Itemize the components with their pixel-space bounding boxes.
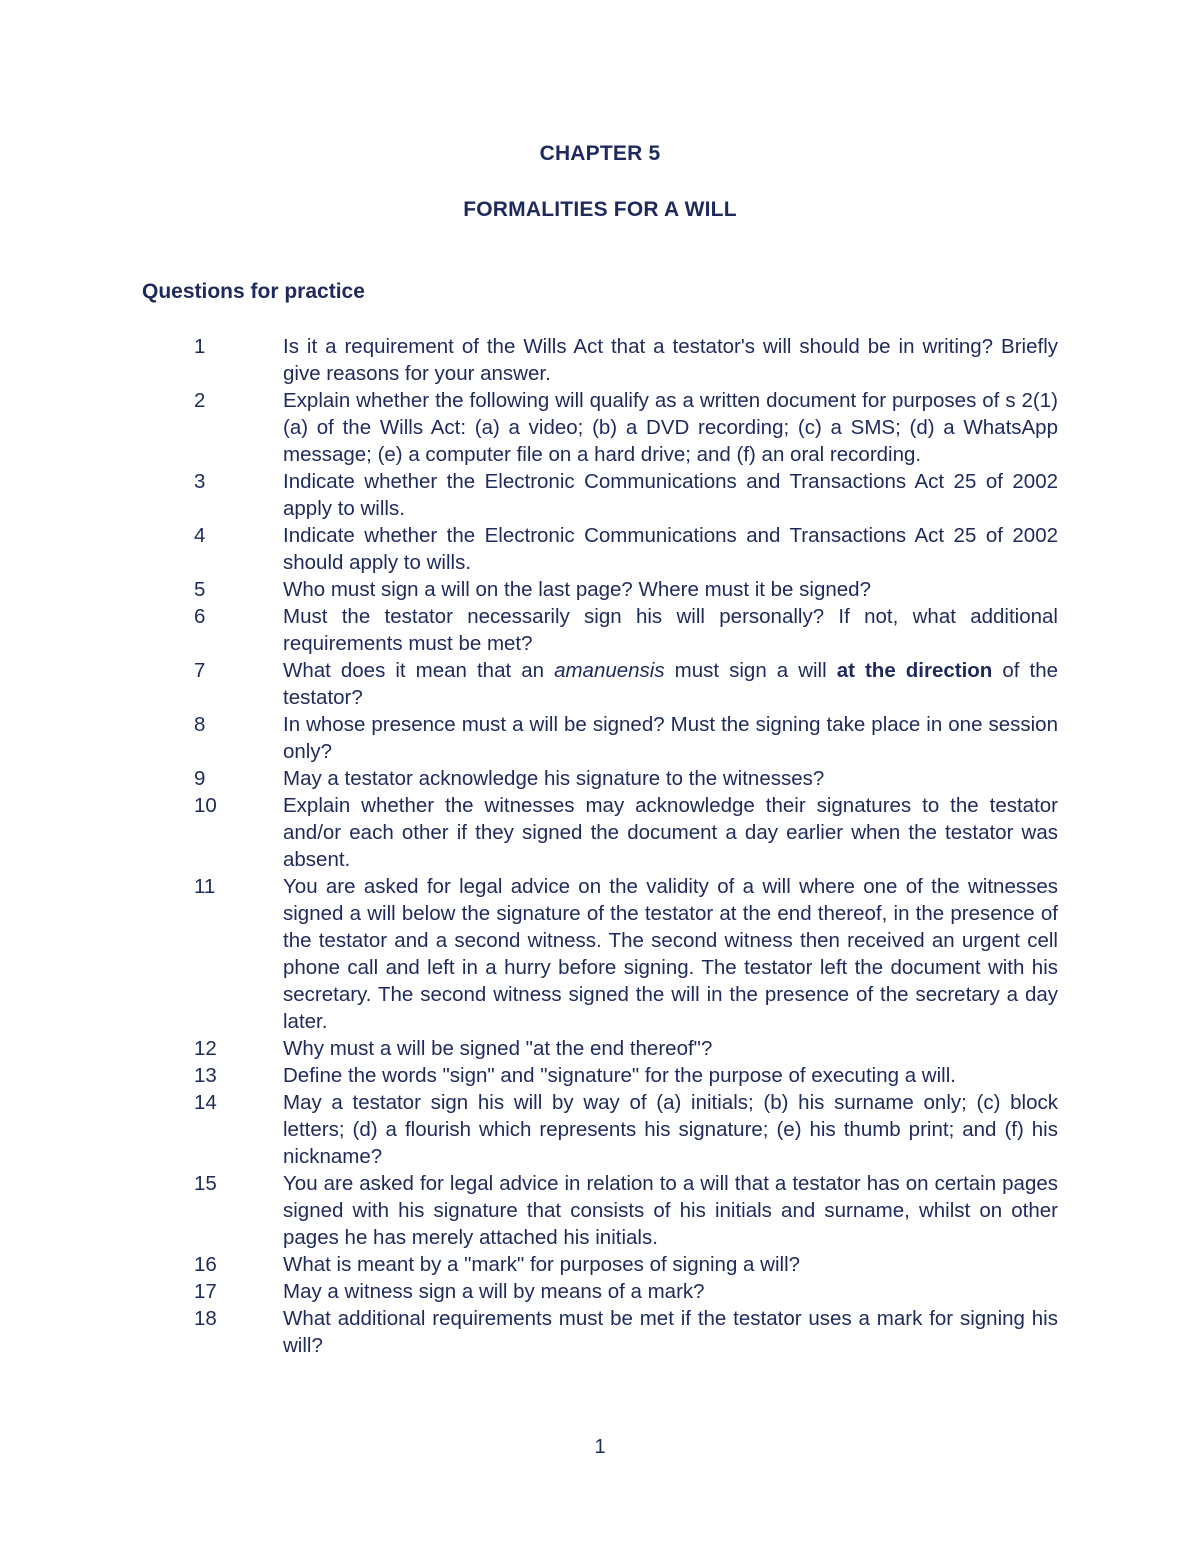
question-item	[142, 1170, 1058, 1251]
question-text-segment: What is meant by a "mark" for purposes of signing a will?	[283, 1253, 801, 1276]
question-text	[283, 1089, 1058, 1170]
question-text	[283, 1251, 1058, 1278]
question-text-segment: Is it a requirement of the Wills Act that a testator's will should be in writing? Briefly give reasons for your answer.	[283, 335, 1058, 385]
question-text	[283, 765, 1058, 792]
question-item	[142, 1278, 1058, 1305]
question-item	[142, 522, 1058, 576]
question-number: 9	[194, 767, 206, 790]
question-text-segment: Define the words "sign" and "signature" for the purpose of executing a will.	[283, 1064, 956, 1087]
question-number: 17	[194, 1280, 217, 1303]
question-text	[283, 711, 1058, 765]
question-number: 11	[194, 875, 216, 898]
question-text	[283, 792, 1058, 873]
questions-list	[142, 333, 1058, 1359]
question-text	[283, 333, 1058, 387]
question-text-segment: Explain whether the following will qualify as a written document for purposes of s 2(1)(a) of the Wills Act: (a) a video; (b) a DVD recording; (c) a SMS; (d) a WhatsApp message; (e) a computer file on a hard drive; and (f) an oral recording.	[283, 389, 1058, 466]
question-text-segment: of the testator?	[283, 659, 1058, 709]
question-text-segment: In whose presence must a will be signed? Must the signing take place in one session only?	[283, 713, 1058, 763]
question-item	[142, 873, 1058, 1035]
question-text	[283, 387, 1058, 468]
question-text-segment: must sign a will	[664, 659, 837, 682]
question-text	[283, 1305, 1058, 1359]
question-number: 2	[194, 389, 206, 412]
question-item	[142, 1305, 1058, 1359]
question-number: 10	[194, 794, 217, 817]
question-item	[142, 657, 1058, 711]
question-text	[283, 657, 1058, 711]
question-text-segment: May a testator acknowledge his signature to the witnesses?	[283, 767, 825, 790]
question-number: 15	[194, 1172, 217, 1195]
question-text-segment: Indicate whether the Electronic Communications and Transactions Act 25 of 2002 should apply to wills.	[283, 524, 1058, 574]
question-text-segment: What does it mean that an	[283, 659, 555, 682]
section-heading: Questions for practice	[142, 280, 365, 303]
question-text-segment: at the direction	[836, 659, 993, 682]
question-item	[142, 1035, 1058, 1062]
chapter-title: FORMALITIES FOR A WILL	[463, 198, 737, 221]
question-item	[142, 333, 1058, 387]
question-text-segment: You are asked for legal advice on the validity of a will where one of the witnesses signed a will below the signature of the testator at the end thereof, in the presence of the testator and a second witness. The second witness then received an urgent cell phone call and left in a hurry before signing. The testator left the document with his secretary. The second witness signed the will in the presence of the secretary a day later.	[283, 875, 1058, 1033]
question-item	[142, 468, 1058, 522]
question-text	[283, 576, 1058, 603]
question-number: 6	[194, 605, 206, 628]
question-text	[283, 1170, 1058, 1251]
question-item	[142, 603, 1058, 657]
question-text-segment: Why must a will be signed "at the end thereof"?	[283, 1037, 713, 1060]
question-number: 12	[194, 1037, 217, 1060]
page-number: 1	[594, 1436, 606, 1458]
question-text-segment: amanuensis	[554, 659, 665, 682]
question-number: 1	[194, 335, 206, 358]
question-number: 13	[194, 1064, 217, 1087]
question-number: 5	[194, 578, 206, 601]
question-item	[142, 387, 1058, 468]
question-item	[142, 711, 1058, 765]
question-number: 3	[194, 470, 206, 493]
question-text	[283, 1278, 1058, 1305]
question-text-segment: Indicate whether the Electronic Communications and Transactions Act 25 of 2002 apply to wills.	[283, 470, 1058, 520]
question-number: 8	[194, 713, 206, 736]
question-item	[142, 576, 1058, 603]
question-item	[142, 792, 1058, 873]
question-number: 18	[194, 1307, 217, 1330]
question-text	[283, 873, 1058, 1035]
chapter-heading: CHAPTER 5	[539, 142, 661, 165]
question-text-segment: May a testator sign his will by way of (a) initials; (b) his surname only; (c) block letters; (d) a flourish which represents his signature; (e) his thumb print; and (f) his nickname?	[283, 1091, 1058, 1168]
question-text-segment: Explain whether the witnesses may acknowledge their signatures to the testator and/or each other if they signed the document a day earlier when the testator was absent.	[283, 794, 1058, 871]
question-number: 4	[194, 524, 206, 547]
question-number: 7	[194, 659, 206, 682]
question-text-segment: Must the testator necessarily sign his will personally? If not, what additional requirements must be met?	[283, 605, 1058, 655]
question-number: 16	[194, 1253, 217, 1276]
question-text-segment: What additional requirements must be met if the testator uses a mark for signing his will?	[283, 1307, 1058, 1357]
question-item	[142, 1062, 1058, 1089]
question-item	[142, 1089, 1058, 1170]
question-text	[283, 1062, 1058, 1089]
question-text	[283, 1035, 1058, 1062]
question-item	[142, 765, 1058, 792]
question-text-segment: May a witness sign a will by means of a mark?	[283, 1280, 705, 1303]
question-number: 14	[194, 1091, 217, 1114]
question-text-segment: You are asked for legal advice in relation to a will that a testator has on certain pages signed with his signature that consists of his initials and surname, whilst on other pages he has merely attached his initials.	[283, 1172, 1058, 1249]
question-text	[283, 603, 1058, 657]
question-text	[283, 468, 1058, 522]
question-text-segment: Who must sign a will on the last page? Where must it be signed?	[283, 578, 871, 601]
question-text	[283, 522, 1058, 576]
question-item	[142, 1251, 1058, 1278]
